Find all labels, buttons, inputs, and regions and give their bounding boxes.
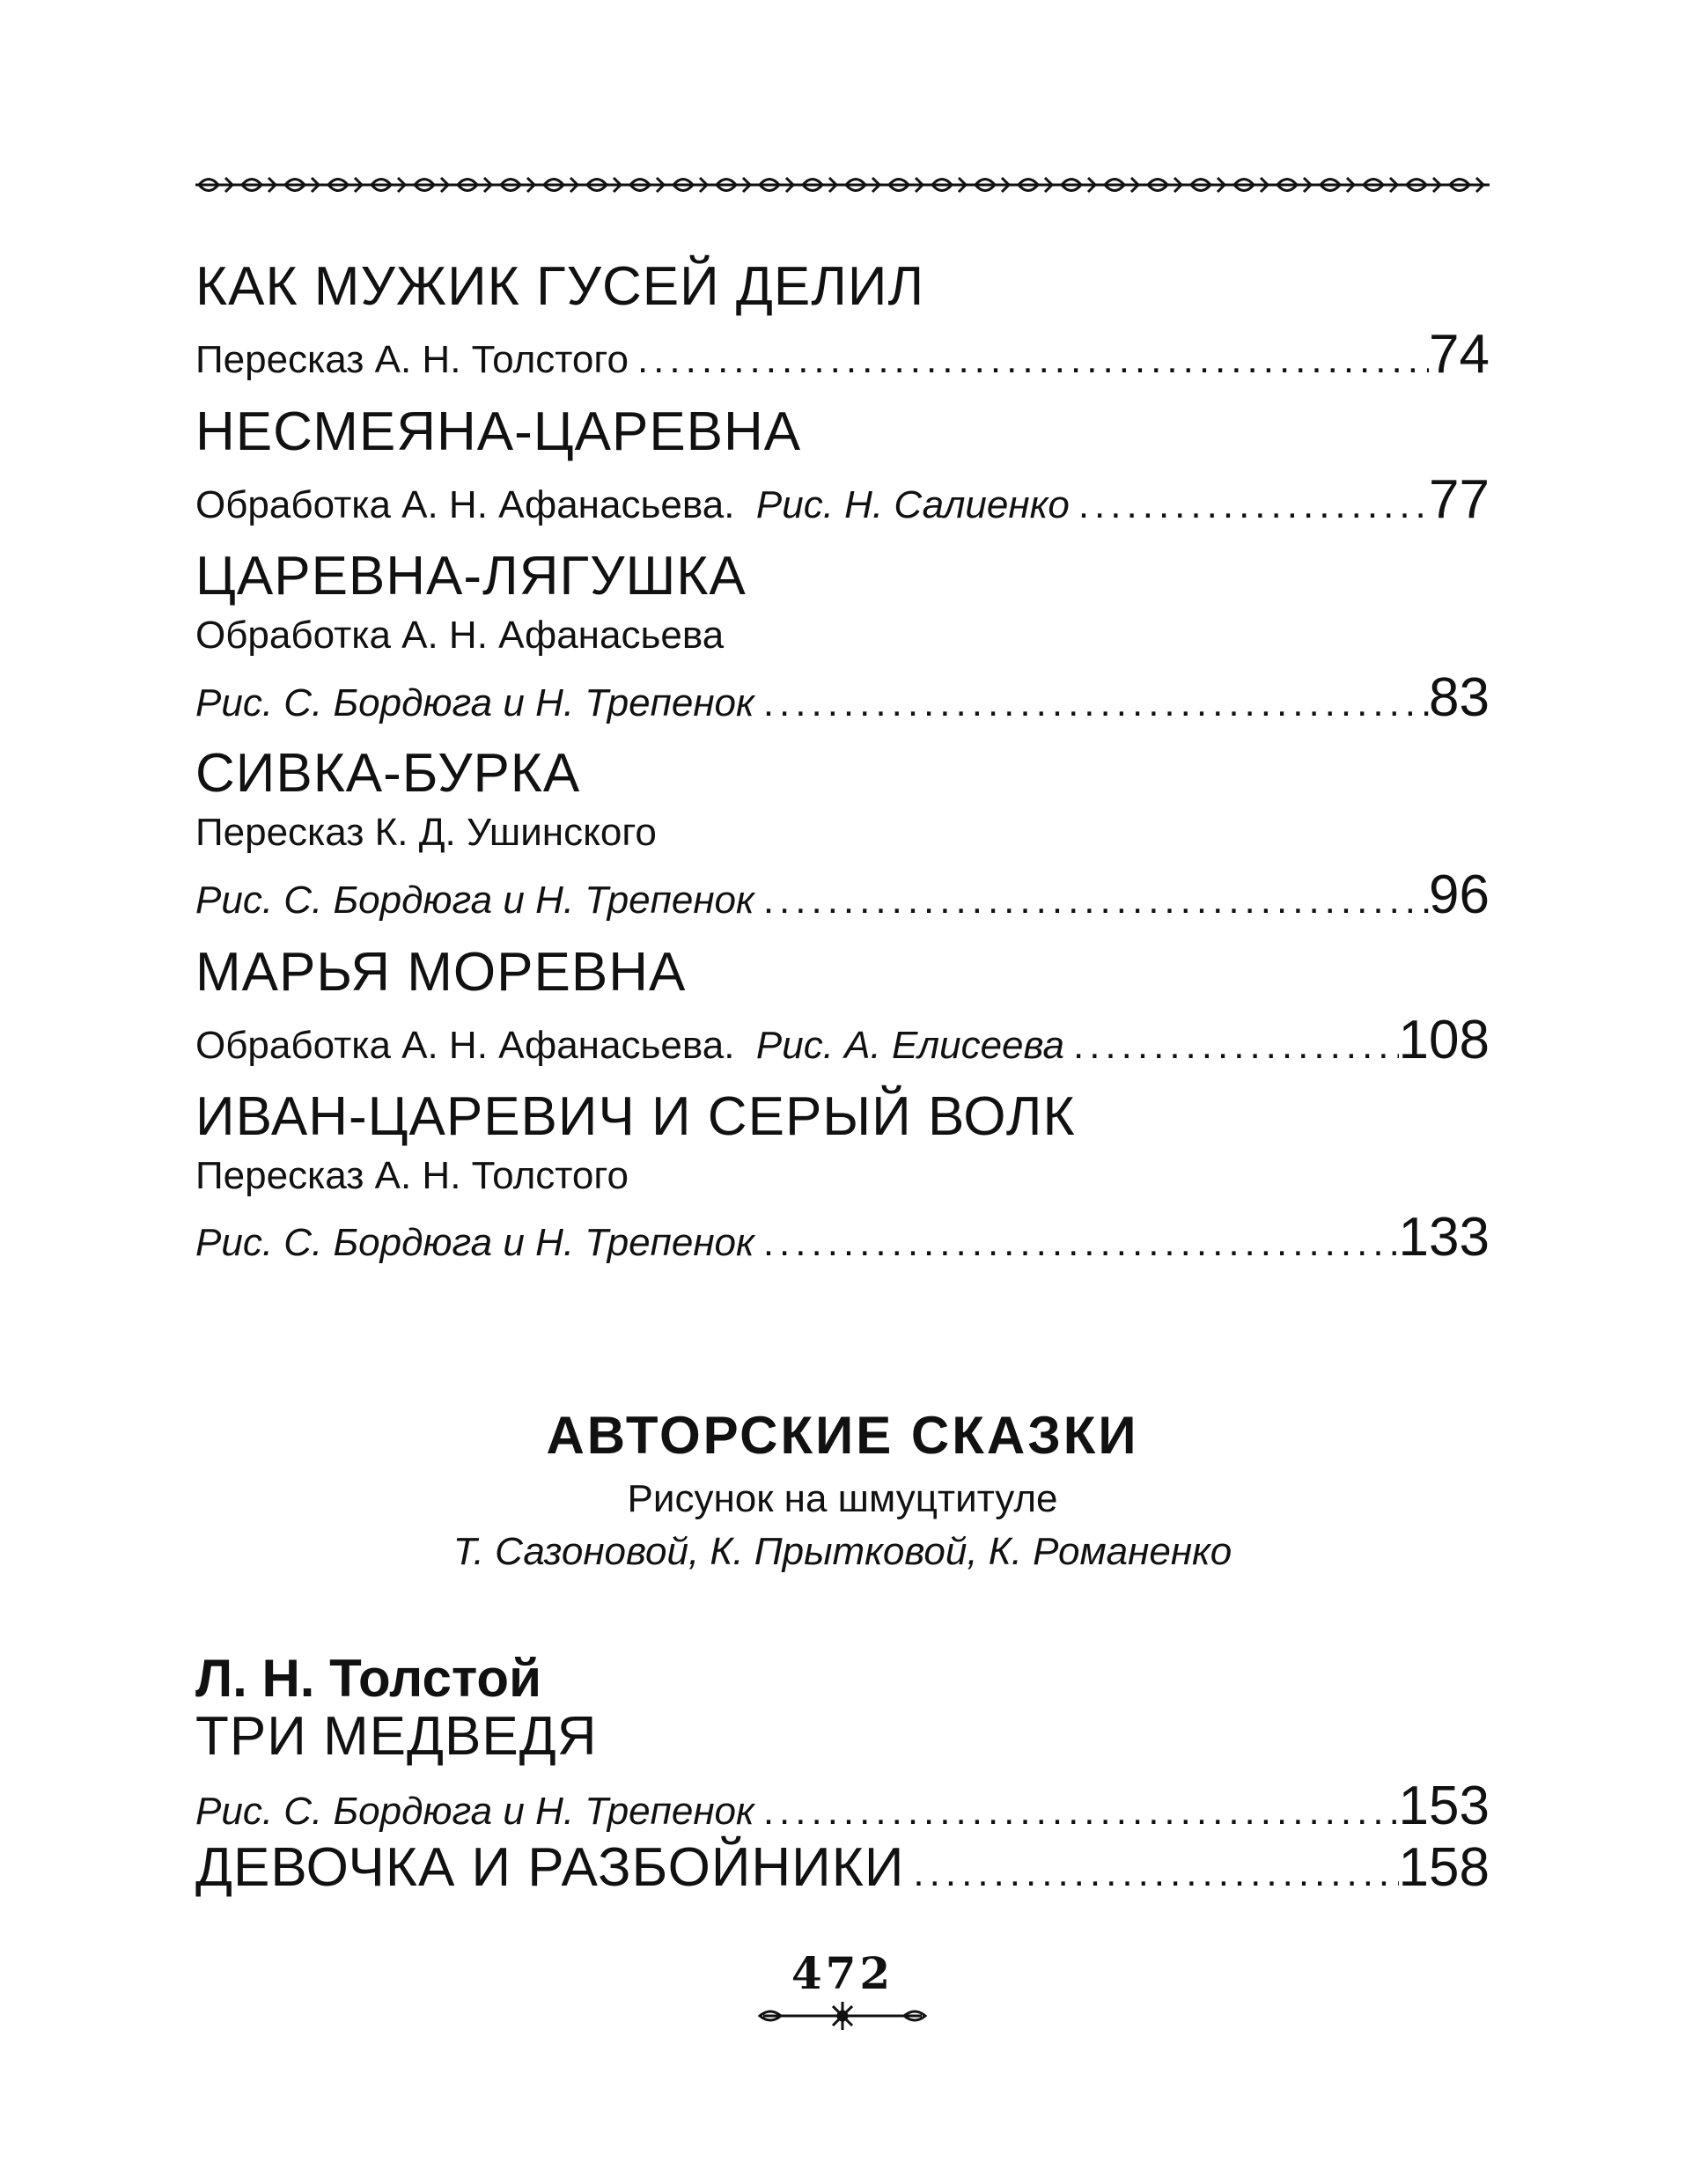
credit-text: Обработка А. Н. Афанасьева.	[195, 483, 735, 526]
dot-leader	[754, 881, 1429, 920]
page-reference: 108	[1398, 1010, 1490, 1070]
page-reference: 158	[1398, 1837, 1490, 1898]
section-note: Рисунок на шмуцтитуле	[627, 1477, 1058, 1520]
toc-line[interactable]	[195, 1836, 1490, 1899]
dot-leader	[904, 1854, 1398, 1893]
entry-info	[195, 1154, 1490, 1197]
credit-text: Обработка А. Н. Афанасьева.	[195, 1024, 735, 1067]
entry-credit: Пересказ А. Н. Толстого	[195, 338, 629, 381]
dot-leader	[754, 1224, 1399, 1262]
section-title	[0, 1405, 1685, 1466]
toc-entry	[195, 942, 1490, 1003]
page-reference: 74	[1429, 324, 1490, 385]
entry-title: КАК МУЖИК ГУСЕЙ ДЕЛИЛ	[195, 256, 925, 317]
entry-credit: Пересказ К. Д. Ушинского	[195, 811, 657, 854]
illustrator-credit: Рис. С. Бордюга и Н. Трепенок	[195, 1790, 754, 1833]
toc-line[interactable]	[195, 1775, 1490, 1837]
section-subtitle	[0, 1477, 1685, 1521]
toc-line[interactable]	[195, 1206, 1490, 1268]
entry-title: МАРЬЯ МОРЕВНА	[195, 942, 687, 1003]
toc-entry	[195, 546, 1490, 607]
dot-leader	[754, 1792, 1399, 1831]
entry-title: НЕСМЕЯНА-ЦАРЕВНА	[195, 401, 802, 462]
toc-line[interactable]	[195, 666, 1490, 729]
illustrator-credit: Рис. С. Бордюга и Н. Трепенок	[195, 879, 754, 922]
illustrator-credit: Рис. Н. Салиенко	[755, 483, 1070, 526]
entry-credit: Пересказ А. Н. Толстого	[195, 1154, 629, 1197]
illustrator-credit: Рис. С. Бордюга и Н. Трепенок	[195, 681, 754, 724]
author-heading: Л. Н. Толстой	[195, 1649, 541, 1708]
toc-entry	[195, 401, 1490, 462]
entry-title: ИВАН-ЦАРЕВИЧ И СЕРЫЙ ВОЛК	[195, 1086, 1076, 1147]
dot-leader	[1064, 1026, 1399, 1065]
toc-line[interactable]	[195, 468, 1490, 531]
entry-info	[195, 813, 1490, 852]
page-reference: 77	[1429, 469, 1490, 530]
toc-entry	[195, 743, 1490, 804]
dot-leader	[1070, 486, 1429, 525]
page-number: 472	[791, 1947, 894, 1999]
dot-leader	[629, 341, 1429, 379]
entry-title: ЦАРЕВНА-ЛЯГУШКА	[195, 546, 747, 607]
entry-credit	[195, 1026, 1064, 1065]
entry-title: ТРИ МЕДВЕДЯ	[195, 1706, 598, 1767]
page-reference: 96	[1429, 864, 1490, 925]
toc-entry	[195, 1706, 1490, 1767]
dot-leader	[754, 684, 1429, 723]
section-heading: АВТОРСКИЕ СКАЗКИ	[546, 1406, 1139, 1465]
entry-credit	[195, 483, 1070, 526]
section-illustrator-names: Т. Сазоновой, К. Прытковой, К. Романенко	[453, 1530, 1232, 1573]
entry-credit: Обработка А. Н. Афанасьева	[195, 614, 725, 657]
page-reference: 133	[1398, 1207, 1490, 1268]
toc-line[interactable]	[195, 864, 1490, 926]
toc-line[interactable]	[195, 1009, 1490, 1071]
toc-entry	[195, 1086, 1490, 1147]
toc-entry	[195, 256, 1490, 317]
toc-line[interactable]	[195, 323, 1490, 386]
page-reference: 153	[1398, 1776, 1490, 1836]
entry-info	[195, 616, 1490, 655]
entry-title: ДЕВОЧКА И РАЗБОЙНИКИ	[195, 1837, 905, 1898]
page-reference: 83	[1429, 667, 1490, 728]
author-name	[195, 1648, 1490, 1709]
section-illustrators	[0, 1530, 1685, 1574]
flower-ornament-icon	[754, 1998, 931, 2033]
entry-title: СИВКА-БУРКА	[195, 743, 581, 804]
illustrator-credit: Рис. А. Елисеева	[755, 1024, 1064, 1067]
leaf-vine-ornament-icon	[195, 169, 1490, 201]
illustrator-credit: Рис. С. Бордюга и Н. Трепенок	[195, 1221, 754, 1264]
